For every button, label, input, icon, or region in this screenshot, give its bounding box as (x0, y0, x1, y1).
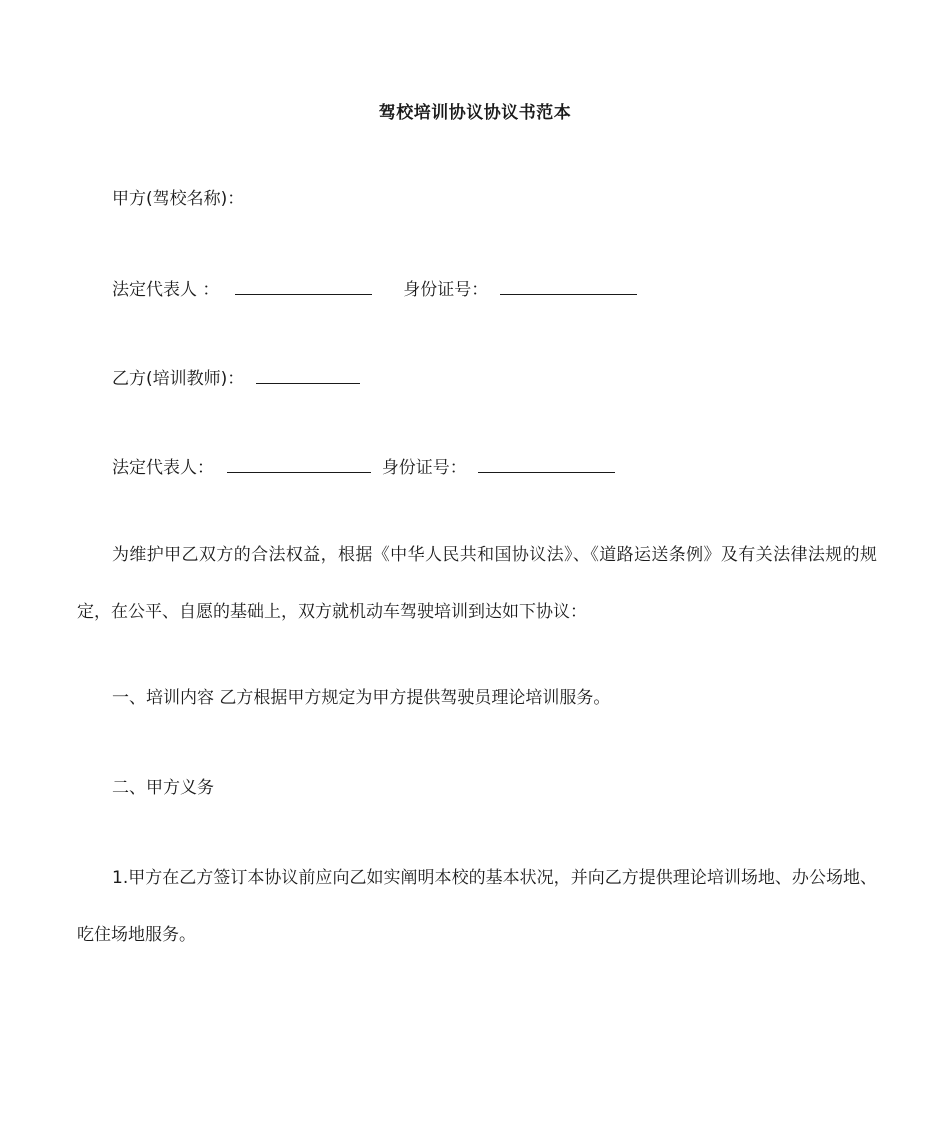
clause-1-paragraph: 1.甲方在乙方签订本协议前应向乙如实阐明本校的基本状况，并向乙方提供理论培训场地、办公场地、吃住场地服务。 (77, 868, 877, 945)
party-b-rep-blank[interactable] (227, 454, 371, 473)
section-1: 一、培训内容 乙方根据甲方规定为甲方提供驾驶员理论培训服务。 (112, 688, 611, 708)
party-a-rep-blank[interactable] (235, 276, 372, 295)
party-b-id-blank[interactable] (478, 454, 615, 473)
party-b-id-label: 身份证号： (381, 458, 467, 478)
party-b-blank[interactable] (256, 365, 360, 384)
party-a-id-blank[interactable] (500, 276, 637, 295)
section-2-heading: 二、甲方义务 (112, 778, 214, 798)
party-b-label: 乙方(培训教师)： (112, 369, 245, 389)
party-a-label: 甲方(驾校名称)： (112, 189, 245, 209)
party-a-rep-line (112, 276, 637, 302)
party-b-line (112, 365, 360, 391)
party-a-rep-label: 法定代表人 ： (112, 280, 220, 300)
document-title: 驾校培训协议协议书范本 (378, 103, 572, 123)
preamble-paragraph: 为维护甲乙双方的合法权益，根据《中华人民共和国协议法》、《道路运送条例》及有关法律法规的规定，在公平、自愿的基础上，双方就机动车驾驶培训到达如下协议： (77, 545, 877, 622)
party-a-id-label: 身份证号： (403, 280, 489, 300)
party-b-rep-line (112, 454, 615, 480)
party-a-line (112, 187, 244, 211)
party-b-rep-label: 法定代表人： (112, 458, 214, 478)
